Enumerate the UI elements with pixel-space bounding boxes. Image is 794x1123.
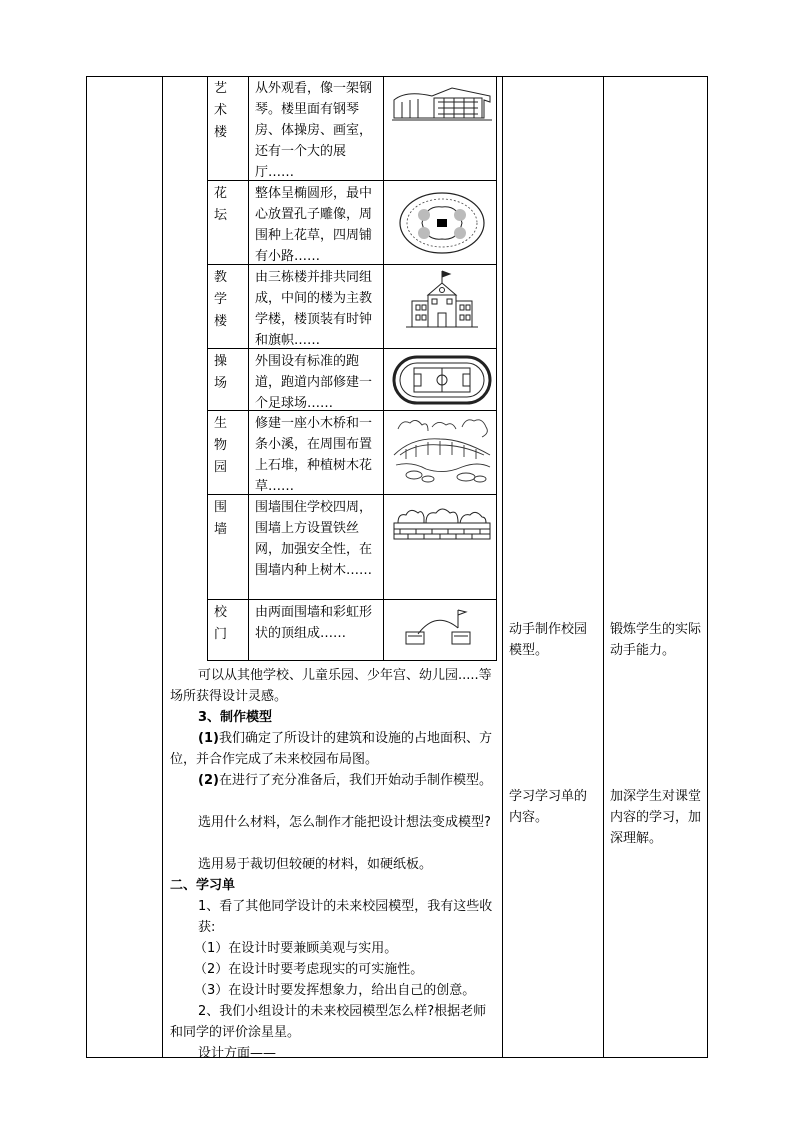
facility-row: [207, 265, 497, 349]
facility-row: [207, 181, 497, 265]
flower-bed-icon: [392, 187, 492, 257]
learning-sheet-item-2: 2、我们小组设计的未来校园模型怎么样?根据老师和同学的评价涂星星。: [170, 1004, 487, 1040]
facility-desc: 从外观看，像一架钢琴。楼里面有钢琴房、体操房、画室，还有一个大的展厅……: [255, 81, 373, 180]
school-building-icon: [392, 269, 492, 335]
step3-p1-number: (1): [198, 731, 219, 746]
step3-heading: 3、制作模型: [198, 710, 273, 725]
facility-name: 教学楼: [214, 270, 228, 329]
facility-row: [207, 600, 497, 661]
facility-row: [207, 411, 497, 495]
facility-row: [207, 76, 497, 181]
facility-desc: 修建一座小木桥和一条小溪，在周围布置上石堆，种植树木花草……: [255, 416, 373, 494]
step3-paragraph-1: (1)我们确定了所设计的建筑和设施的占地面积、方位，并合作完成了未来校园布局图。: [170, 731, 492, 767]
facility-row: [207, 349, 497, 411]
facility-name: 校门: [214, 605, 228, 642]
table-divider-2: [502, 76, 503, 1058]
table-divider-1: [162, 76, 163, 1058]
facility-desc: 整体呈椭圆形，最中心放置孔子雕像，周围种上花草，四周铺有小路……: [255, 186, 373, 264]
facility-row: [207, 495, 497, 600]
facility-desc: 由三栋楼并排共同组成，中间的楼为主教学楼，楼顶装有时钟和旗帜……: [255, 270, 373, 348]
inspiration-text: 可以从其他学校、儿童乐园、少年宫、幼儿园.....等场所获得设计灵感。: [170, 668, 492, 704]
facility-desc: 外围设有标准的跑道，跑道内部修建一个足球场……: [255, 354, 373, 411]
table-border-left: [86, 76, 87, 1058]
table-border-bottom: [86, 1057, 708, 1058]
learning-sheet-item-1b: （2）在设计时要考虑现实的可实施性。: [194, 962, 424, 977]
material-answer: 选用易于裁切但较硬的材料，如硬纸板。: [198, 857, 433, 872]
design-intent-2: 加深学生对课堂内容的学习，加深理解。: [610, 789, 702, 846]
step3-paragraph-2: (2)在进行了充分准备后，我们开始动手制作模型。: [198, 773, 492, 788]
facility-name: 花坛: [214, 186, 228, 223]
table-border-right: [707, 76, 708, 1058]
facility-desc: 由两面围墙和彩虹形状的顶组成……: [255, 605, 373, 641]
gate-icon: [392, 606, 492, 652]
track-field-icon: [392, 353, 492, 407]
table-divider-3: [603, 76, 604, 1058]
section-2-heading: 二、学习单: [170, 878, 236, 893]
facility-name: 围墙: [214, 500, 228, 537]
wall-icon: [392, 503, 492, 555]
material-question: 选用什么材料，怎么制作才能把设计想法变成模型?: [198, 815, 491, 830]
garden-bridge-icon: [392, 415, 492, 487]
learning-sheet-item-1: 1、看了其他同学设计的未来校园模型，我有这些收获:: [198, 899, 493, 935]
design-intent-1: 锻炼学生的实际动手能力。: [610, 622, 702, 658]
facility-table: [207, 76, 497, 661]
student-activity-2: 学习学习单的内容。: [509, 789, 588, 825]
art-building-icon: [392, 82, 492, 126]
learning-sheet-item-1a: （1）在设计时要兼顾美观与实用。: [194, 941, 398, 956]
facility-name: 操场: [214, 354, 228, 391]
design-aspect-label: 设计方面——: [198, 1046, 277, 1061]
learning-sheet-item-1c: （3）在设计时要发挥想象力，给出自己的创意。: [194, 983, 476, 998]
facility-name: 生物园: [214, 416, 228, 475]
facility-desc: 围墙围住学校四周，围墙上方设置铁丝网，加强安全性，在围墙内种上树木……: [255, 500, 373, 578]
step3-p2-number: (2): [198, 773, 219, 788]
student-activity-1: 动手制作校园模型。: [509, 622, 588, 658]
facility-name: 艺术楼: [214, 81, 228, 140]
